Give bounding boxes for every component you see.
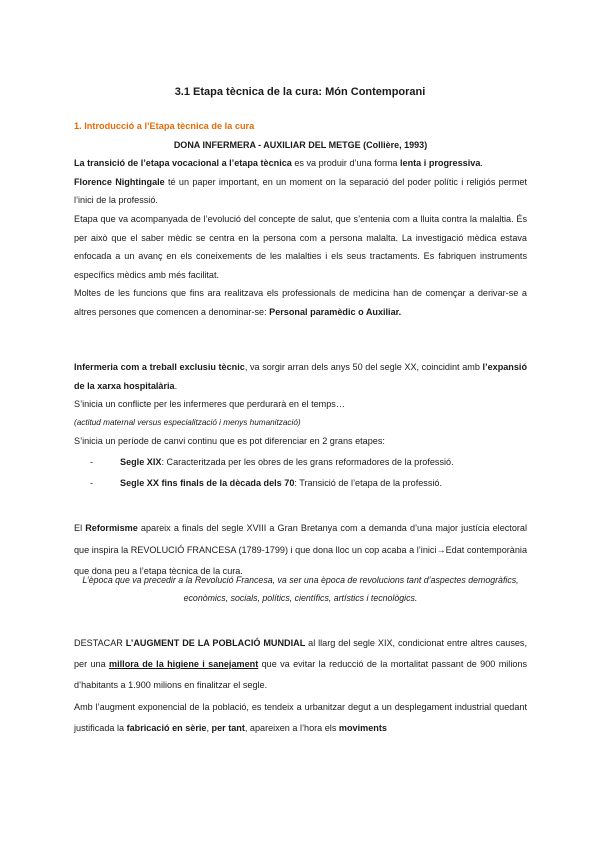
p5-bold-a: Infermeria com a treball exclusiu tècnic bbox=[74, 362, 245, 372]
p11-bold-d: per tant bbox=[211, 723, 245, 733]
p1-bold-c: lenta i progressiva bbox=[400, 158, 481, 169]
paragraph-population bbox=[74, 633, 527, 696]
paragraph-transition bbox=[74, 154, 527, 173]
paragraph-health-concept: Etapa que va acompanyada de l’evolució del concepte de salut, que s’entenia com a lluita contra la malaltia. És per això que el saber mèdic se centra en la persona com a persona malalta. La investigació mèdica estava enfocada a un avanç en els coneixements de les malalties i els seus tractaments. Es fabriquen instruments específics mèdics amb més facilitat. bbox=[74, 213, 527, 280]
section-population bbox=[74, 633, 527, 739]
p11-text-e: , apareixen a l’hora els bbox=[244, 723, 339, 733]
paragraph-conflict: S’inicia un conflicte per les infermeres que perdurarà en el temps… bbox=[74, 399, 345, 410]
list-item-bold: Segle XX fins finals de la dècada dels 70 bbox=[120, 477, 295, 488]
page-title: 3.1 Etapa tècnica de la cura: Món Contemporani bbox=[174, 86, 426, 98]
p11-bold-b: fabricació en sèrie bbox=[126, 723, 207, 733]
p11-text-a: Amb l’augment exponencial de la població, es tendeix a urbanitzar degut a un desplegament industrial quedant justificada la bbox=[74, 702, 527, 733]
p11-bold-f: moviments bbox=[338, 723, 387, 733]
list-item-text: : Caracteritzada per les obres de les grans reformadores de la professió. bbox=[161, 456, 454, 467]
list-item-bold: Segle XIX bbox=[120, 456, 162, 467]
subheading-bold: DONA INFERMERA - AUXILIAR DEL METGE bbox=[173, 139, 361, 150]
p10-text-a: DESTACAR bbox=[74, 638, 126, 648]
p9-text-a: El bbox=[74, 523, 86, 533]
p4-text-a: Moltes de les funcions que fins ara realitzava els professionals de medicina han de començar a derivar-se a altres persones que comencen a denominar-se: bbox=[74, 288, 527, 317]
list-item bbox=[74, 453, 527, 472]
paragraph-exclusive-technical bbox=[74, 358, 527, 395]
paragraph-functions bbox=[74, 284, 527, 321]
p5-text-d: . bbox=[174, 380, 178, 391]
p4-bold-b: Personal paramèdic o Auxiliar. bbox=[269, 306, 402, 317]
list-dash: - bbox=[90, 477, 94, 488]
p10-text-e: que va evitar la reducció de la mortalitat passant de 900 milions d’habitants a 1.900 milions en finalitzar el segle. bbox=[74, 659, 527, 690]
paragraph-conflict-note: (actitud maternal versus especialització i menys humanització) bbox=[74, 417, 301, 427]
section-intro bbox=[74, 117, 527, 322]
p9-text-c: apareix a finals del segle XVIII a Gran Bretanya com a demanda d’una major justícia electoral que inspira la REVOLUCIÓ FRANCESA (1789-1799) i que dona lloc un cop acaba a l’inici→Edat contemporània que dona peu a l’etapa tècnica de la cura. bbox=[74, 523, 527, 576]
p1-bold-a: La transició de l’etapa vocacional a l’etapa tècnica bbox=[74, 158, 292, 169]
p10-text-c: al llarg del segle XIX, condicionat entre altres causes, per una bbox=[74, 638, 527, 669]
list-dash: - bbox=[90, 456, 94, 467]
section-quote bbox=[78, 572, 523, 607]
section-technical bbox=[74, 358, 527, 492]
list-item-text: : Transició de l’etapa de la professió. bbox=[294, 477, 442, 488]
quote-revolution: L’època que va precedir a la Revolució Francesa, va ser una època de revolucions tant d’aspectes demogràfics, econòmics, socials, polítics, científics, artístics i tecnològics. bbox=[82, 575, 519, 603]
paragraph-nightingale bbox=[74, 173, 527, 210]
p5-text-b: , va sorgir arran dels anys 50 del segle XX, coincidint amb bbox=[244, 362, 483, 372]
p10-bold-b: L’AUGMENT DE LA POBLACIÓ MUNDIAL bbox=[125, 638, 306, 648]
p9-bold-b: Reformisme bbox=[85, 523, 138, 533]
p2-bold-a: Florence Nightingale bbox=[74, 176, 165, 187]
p11-text-c: , bbox=[206, 723, 212, 733]
paragraph-urbanization bbox=[74, 697, 527, 739]
p2-text-b: té un paper important, en un moment on la separació del poder polític i religiós permet l’inici de la professió. bbox=[74, 176, 527, 206]
p10-underlined-d: millora de la higiene i sanejament bbox=[109, 659, 259, 669]
p1-text-b: es va produir d’una forma bbox=[291, 158, 401, 169]
list-item bbox=[74, 474, 527, 493]
p1-text-d: . bbox=[480, 158, 483, 169]
section-subheading bbox=[74, 136, 527, 155]
paragraph-stages-intro: S’inicia un període de canvi continu que es pot diferenciar en 2 grans etapes: bbox=[74, 436, 385, 447]
subheading-rest: (Collière, 1993) bbox=[360, 139, 428, 150]
p5-bold-c: l’expansió de la xarxa hospitalària bbox=[74, 362, 528, 391]
section-heading: 1. Introducció a l’Etapa tècnica de la cura bbox=[74, 121, 255, 131]
